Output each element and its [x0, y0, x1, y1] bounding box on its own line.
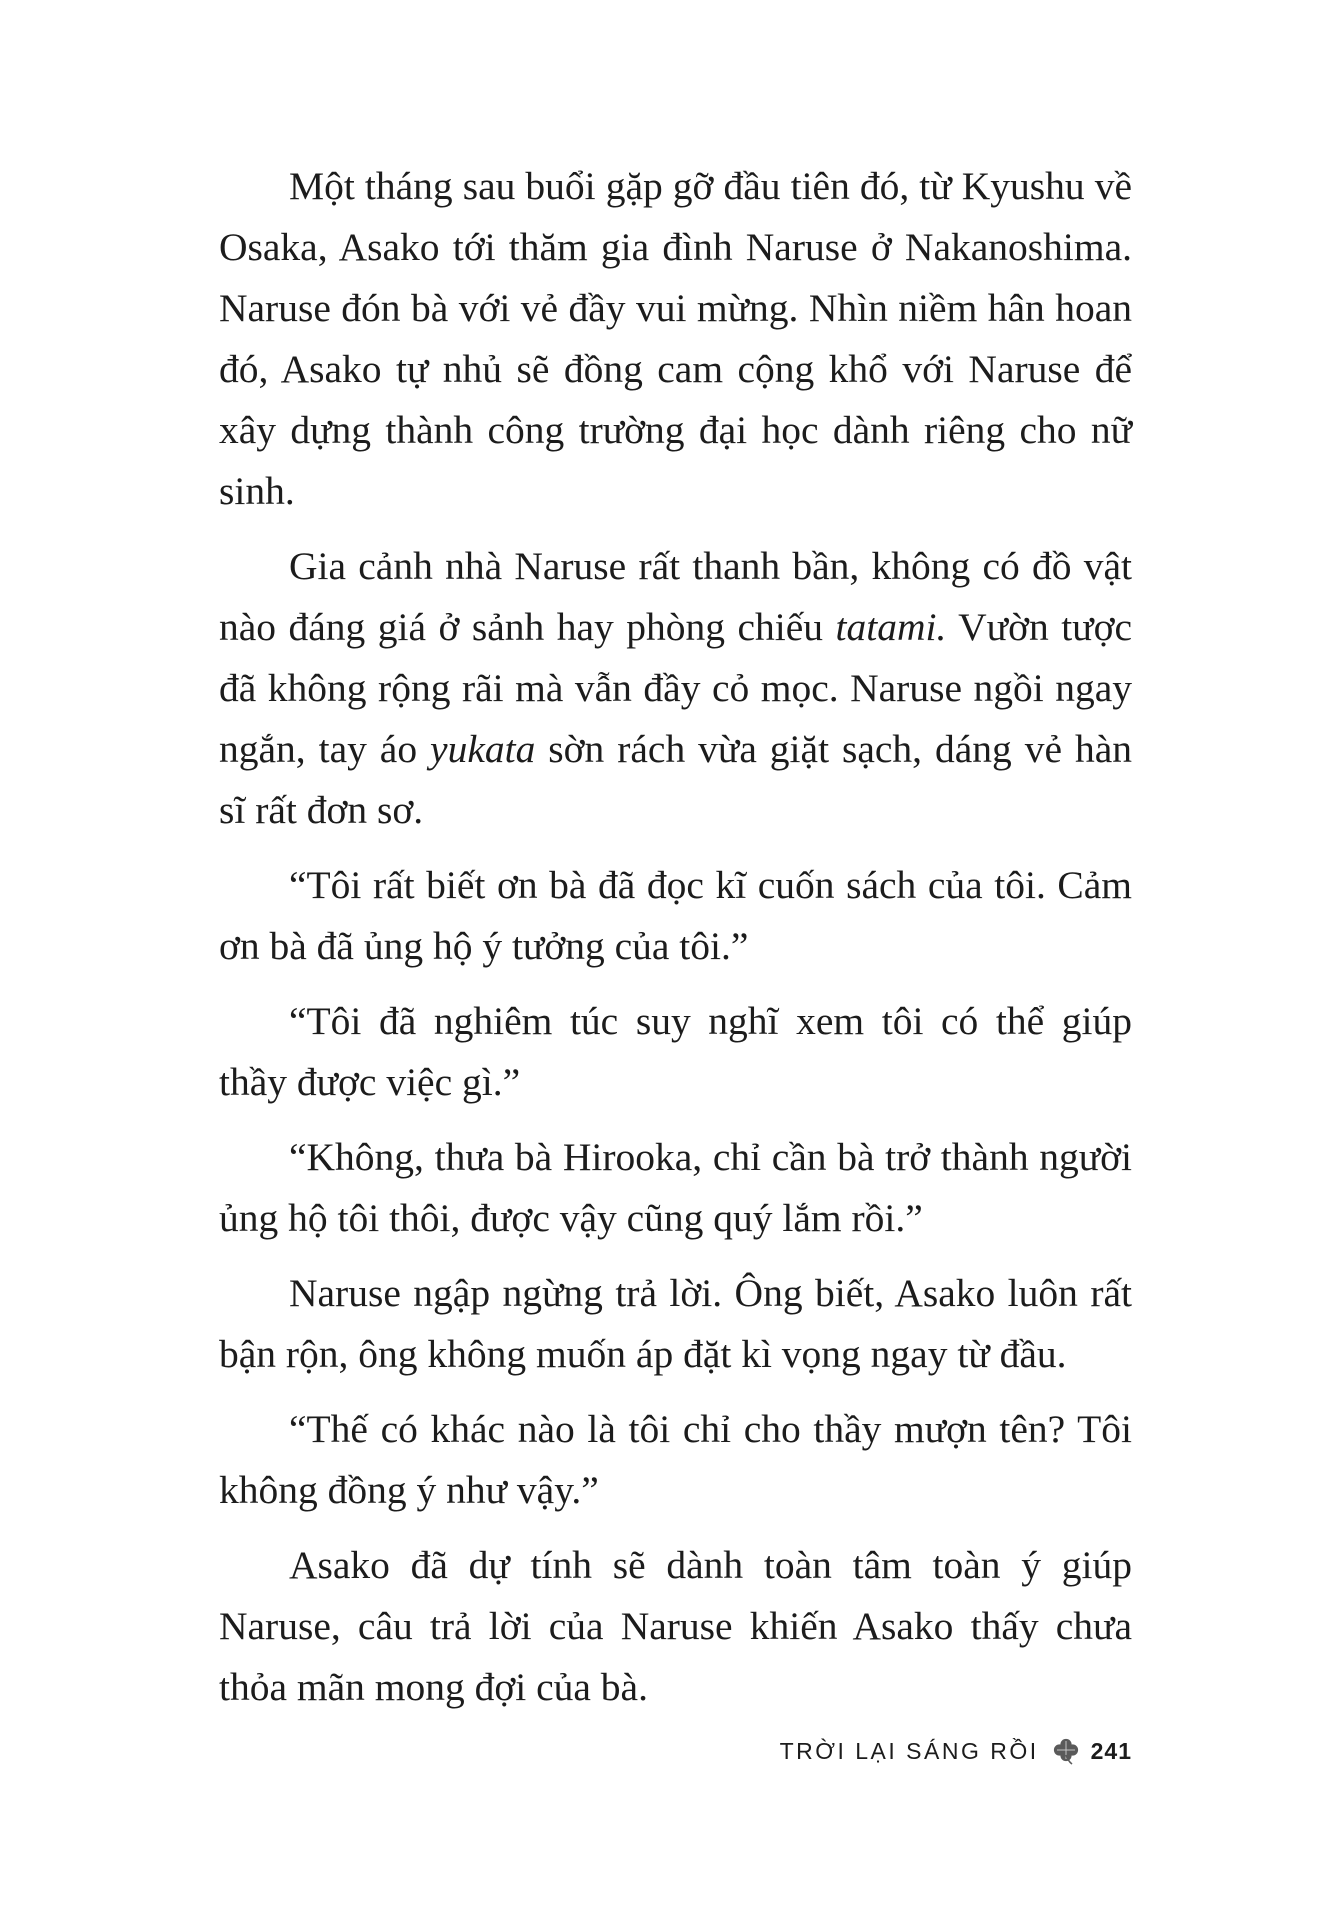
paragraph-3 — [219, 855, 1132, 977]
paragraph-2-text-c: sờn rách vừa giặt sạch, dáng vẻ hàn sĩ rất đơn sơ. — [219, 727, 1132, 832]
body-text — [219, 156, 1132, 1732]
paragraph-1 — [219, 156, 1132, 522]
paragraph-8 — [219, 1535, 1132, 1718]
page-footer — [780, 1736, 1132, 1766]
paragraph-4-text: “Tôi đã nghiêm túc suy nghĩ xem tôi có thể giúp thầy được việc gì.” — [219, 999, 1132, 1104]
paragraph-7-text: “Thế có khác nào là tôi chỉ cho thầy mượn tên? Tôi không đồng ý như vậy.” — [219, 1407, 1132, 1512]
paragraph-2-text-b: Vườn tược đã không rộng rãi mà vẫn đầy cỏ mọc. Naruse ngồi ngay ngắn, tay áo — [219, 605, 1132, 771]
paragraph-1-text: Một tháng sau buổi gặp gỡ đầu tiên đó, từ Kyushu về Osaka, Asako tới thăm gia đình Naruse ở Nakanoshima. Naruse đón bà với vẻ đầy vui mừng. Nhìn niềm hân hoan đó, Asako tự nhủ sẽ đồng cam cộng khổ với Naruse để xây dựng thành công trường đại học dành riêng cho nữ sinh. — [219, 164, 1132, 513]
page-number: 241 — [1090, 1737, 1132, 1764]
paragraph-6-text: Naruse ngập ngừng trả lời. Ông biết, Asako luôn rất bận rộn, ông không muốn áp đặt kì vọng ngay từ đầu. — [219, 1271, 1132, 1376]
running-title: TRỜI LẠI SÁNG RỒI — [779, 1737, 1039, 1764]
italic-term-yukata: yukata — [430, 727, 536, 771]
paragraph-5-text: “Không, thưa bà Hirooka, chỉ cần bà trở thành người ủng hộ tôi thôi, được vậy cũng quý lắm rồi.” — [219, 1135, 1132, 1240]
paragraph-4 — [219, 991, 1132, 1113]
paragraph-6 — [219, 1263, 1132, 1385]
paragraph-8-text: Asako đã dự tính sẽ dành toàn tâm toàn ý giúp Naruse, câu trả lời của Naruse khiến Asako thấy chưa thỏa mãn mong đợi của bà. — [219, 1543, 1132, 1709]
paragraph-2-text-a: Gia cảnh nhà Naruse rất thanh bần, không có đồ vật nào đáng giá ở sảnh hay phòng chiếu — [219, 544, 1132, 649]
paragraph-2 — [219, 536, 1132, 841]
paragraph-3-text: “Tôi rất biết ơn bà đã đọc kĩ cuốn sách của tôi. Cảm ơn bà đã ủng hộ ý tưởng của tôi.” — [219, 863, 1132, 968]
clover-icon — [1051, 1736, 1081, 1766]
paragraph-5 — [219, 1127, 1132, 1249]
paragraph-7 — [219, 1399, 1132, 1521]
italic-term-tatami: tatami. — [835, 605, 947, 649]
